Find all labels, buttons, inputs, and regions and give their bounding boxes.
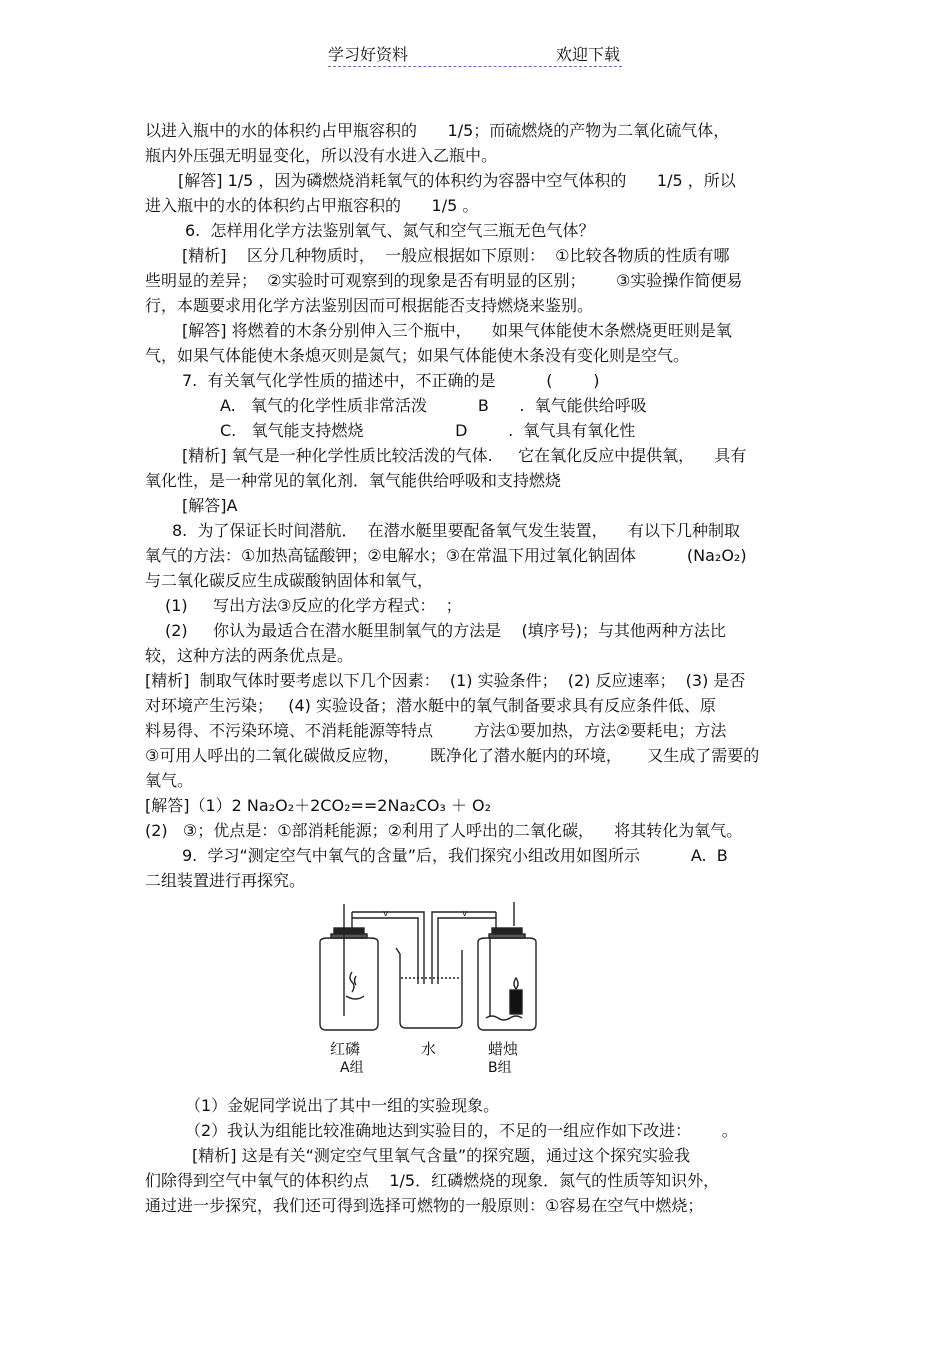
text-line: ③可用人呼出的二氧化碳做反应物， 既净化了潜水艇内的环境， 又生成了需要的: [145, 746, 760, 765]
text-line: 8. 为了保证长时间潜航． 在潜水艇里要配备氧气发生装置， 有以下几种制取: [172, 521, 740, 540]
text-line: (1) 写出方法③反应的化学方程式： ；: [165, 596, 462, 615]
candle: [510, 990, 522, 1014]
text-line: 对环境产生污染； (4) 实验设备；潜水艇中的氧气制备要求具有反应条件低、原: [145, 696, 717, 715]
text-line: 较，这种方法的两条优点是。: [145, 646, 354, 665]
text-line: (2) 你认为最适合在潜水艇里制氧气的方法是 (填序号)；与其他两种方法比: [165, 621, 726, 640]
label-candle: 蜡烛: [488, 1040, 519, 1058]
text-line: 以进入瓶中的水的体积约占甲瓶容积的 1/5；而硫燃烧的产物为二氧化硫气体，: [145, 121, 730, 140]
text-line: 些明显的差异； ②实验时可观察到的现象是否有明显的区别； ③实验操作简便易: [145, 271, 743, 290]
text-line: 们除得到空气中氧气的体积约点 1/5．红磷燃烧的现象．氮气的性质等知识外，: [145, 1171, 720, 1190]
text-line: 料易得、不污染环境、不消耗能源等特点 方法①要加热，方法②要耗电；方法: [145, 721, 727, 740]
text-line: [精析] 区分几种物质时， 一般应根据如下原则： ①比较各物质的性质有哪: [182, 246, 730, 265]
text-line: 瓶内外压强无明显变化，所以没有水进入乙瓶中。: [145, 146, 498, 165]
label-group-a: A组: [340, 1060, 364, 1074]
text-line: 7. 有关氧气化学性质的描述中，不正确的是 ( ): [182, 371, 600, 390]
text-line: [精析] 这是有关“测定空气里氧气含量”的探究题，通过这个探究实验我: [192, 1146, 691, 1165]
text-line: [解答] 将燃着的木条分别伸入三个瓶中， 如果气体能使木条燃烧更旺则是氧: [182, 321, 732, 340]
page-header: [328, 42, 622, 67]
text-line: [解答] 1/5 ，因为磷燃烧消耗氧气的体积约为容器中空气体积的 1/5 ，所以: [178, 171, 736, 190]
label-group-b: B组: [488, 1060, 512, 1074]
text-line: 气，如果气体能使木条熄灭则是氮气；如果气体能使木条没有变化则是空气。: [145, 346, 690, 365]
experiment-figure: [300, 898, 540, 1074]
text-line: 氧气。: [145, 771, 194, 790]
text-line: [精析] 制取气体时要考虑以下几个因素： (1) 实验条件； (2) 反应速率； (3) 是否: [145, 671, 746, 690]
text-line: C. 氧气能支持燃烧 D . 氧气具有氧化性: [220, 421, 636, 440]
text-line: 行，本题要求用化学方法鉴别因而可根据能否支持燃烧来鉴别。: [145, 296, 594, 315]
text-line: 氧气的方法：①加热高锰酸钾；②电解水；③在常温下用过氧化钠固体 (Na₂O₂): [145, 546, 747, 565]
bottle-b: [478, 938, 536, 1030]
text-line: 9. 学习“测定空气中氧气的含量”后，我们探究小组改用如图所示 A. B: [182, 846, 728, 865]
text-line: [精析] 氧气是一种化学性质比较活泼的气体. 它在氧化反应中提供氧， 具有: [182, 446, 747, 465]
text-line: 进入瓶中的水的体积约占甲瓶容积的 1/5 。: [145, 196, 479, 215]
text-line: (2) ③；优点是：①部消耗能源；②利用了人呼出的二氧化碳， 将其转化为氧气。: [145, 821, 743, 840]
label-red-phosphorus: 红磷: [330, 1040, 361, 1058]
header-left-text: 学习好资料: [328, 45, 409, 64]
text-line: [解答]A: [182, 496, 238, 515]
text-line: [解答]（1）2 Na₂O₂＋2CO₂==2Na₂CO₃ ＋ O₂: [145, 796, 492, 815]
header-right-text: 欢迎下载: [555, 45, 620, 64]
text-line: 通过进一步探究，我们还可得到选择可燃物的一般原则：①容易在空气中燃烧；: [145, 1196, 704, 1215]
text-line: 二组装置进行再探究。: [145, 871, 306, 890]
valve-mark-b: v: [462, 909, 468, 919]
bottle-a: [320, 938, 378, 1030]
text-line: （2）我认为组能比较准确地达到实验目的，不足的一组应作如下改进： 。: [185, 1121, 738, 1140]
beaker: [396, 948, 462, 1028]
valve-mark-a: v: [383, 909, 389, 919]
text-line: 氧化性，是一种常见的氧化剂．氧气能供给呼吸和支持燃烧: [145, 471, 562, 490]
text-line: 与二氧化碳反应生成碳酸钠固体和氧气，: [145, 571, 434, 590]
text-line: A. 氧气的化学性质非常活泼 B . 氧气能供给呼吸: [220, 396, 647, 415]
label-water: 水: [421, 1040, 437, 1058]
text-line: （1）金妮同学说出了其中一组的实验现象。: [185, 1096, 500, 1115]
text-line: 6. 怎样用化学方法鉴别氧气、氮气和空气三瓶无色气体？: [185, 221, 595, 240]
